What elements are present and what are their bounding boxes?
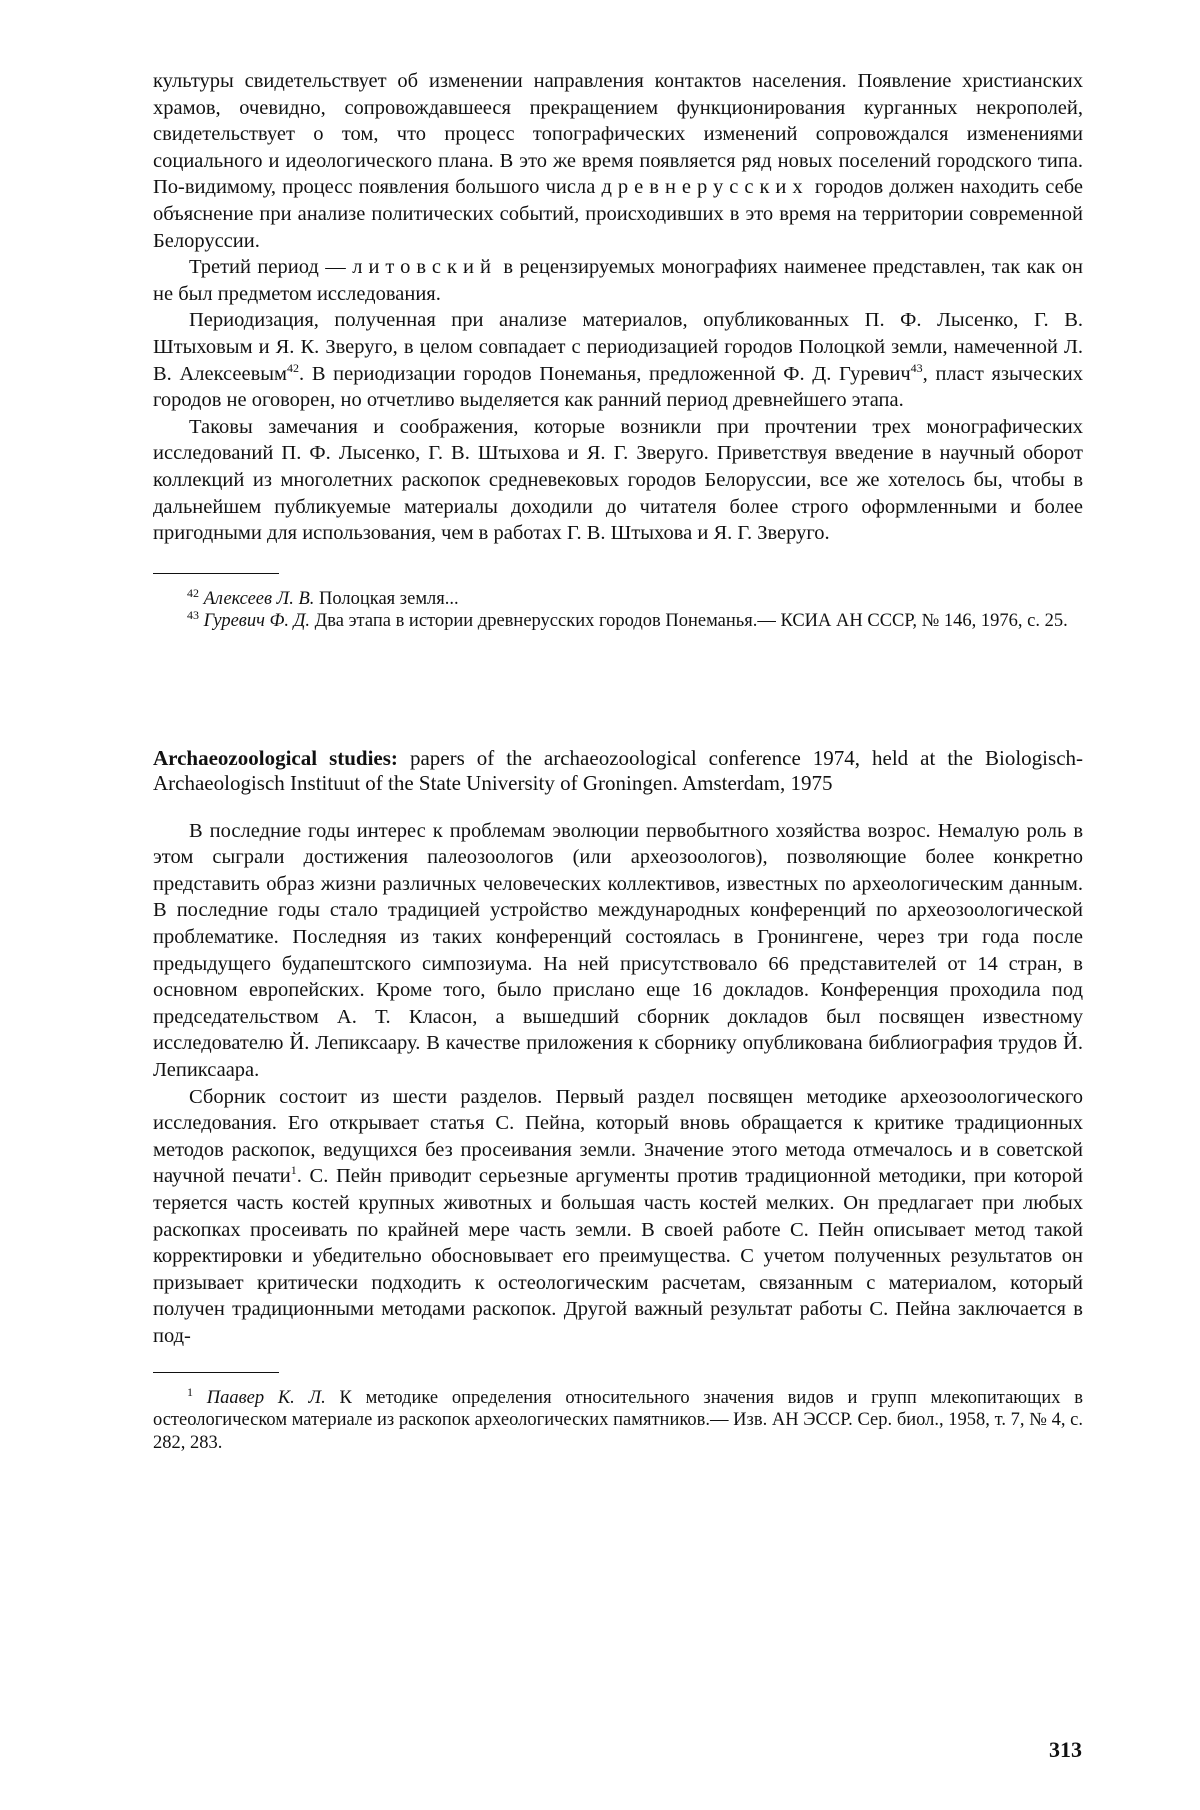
review1-paragraph-2: Третий период — литовский в рецензируемых монографиях наименее представлен, так как он не был предметом исследования. xyxy=(153,256,1084,305)
review1-paragraph-3: Периодизация, полученная при анализе материалов, опубликованных П. Ф. Лысенко, Г. В. Штыховым и Я. К. Зверуго, в целом совпадает с периодизацией городов Полоцкой земли, намеченной Л. В. Алексеевым$^{42}$. В периодизации городов Понеманья, предложенной Ф. Д. Гуревич$^{43}$, пласт языческих городов не оговорен, но отчетливо выделяется как ранний период древнейшего этапа. xyxy=(153,309,1083,412)
page-content xyxy=(153,68,1083,1454)
footnote-ref-1[interactable]: 1 xyxy=(290,1163,297,1178)
review1-paragraph-4: Таковы замечания и соображения, которые возникли при прочтении трех монографических исследований П. Ф. Лысенко, Г. В. Штыхова и Я. Г. Зверуго. Приветствуя введение в научный оборот коллекций из многолетних раскопок средневековых городов Белоруссии, все же хотелось бы, чтобы в дальнейшем публикуемые материалы доходили до читателя более строго оформленными и более пригодными для использования, чем в работах Г. В. Штыхова и Я. Г. Зверуго. xyxy=(153,415,1083,545)
review2-paragraph-2: Сборник состоит из шести разделов. Первый раздел посвящен методике археозоологического исследования. Его открывает статья С. Пейна, который вновь обращается к критике традиционных методов раскопок, ведущихся без просеивания земли. Значение этого метода отмечалось и в советской научной печати$^1$. С. Пейн приводит серьезные аргументы против традиционной методики, при которой теряется часть костей крупных животных и большая часть костей мелких. Он предлагает при любых раскопках просеивать по крайней мере часть земли. В своей работе С. Пейн описывает метод такой корректировки и убедительно обосновывает его преимущества. С учетом полученных результатов он призывает критически подходить к остеологическим расчетам, связанным с материалом, который получен традиционными методами раскопок. Другой важный результат работы С. Пейна заключается в под- xyxy=(153,1085,1083,1347)
footnote-42: $^{42}$ Алексеев Л. В. Полоцкая земля... xyxy=(187,585,459,609)
review1-paragraph-1: культуры свидетельствует об изменении направления контактов населения. Появление христианских храмов, очевидно, сопровождавшееся прекращением функционирования курганных некрополей, свидетельствует о том, что процесс топографических изменений сопровождался изменениями социального и идеологического плана. В это же время появляется ряд новых поселений городского типа. По-видимому, процесс появления большого числа древнерусских городов должен находить себе объяснение при анализе политических событий, происходивших в это время на территории современной Белоруссии. xyxy=(153,70,1083,252)
review2-paragraph-1: В последние годы интерес к проблемам эволюции первобытного хозяйства возрос. Немалую роль в этом сыграли достижения палеозоологов (или археозоологов), позволяющие более конкретно представить образ жизни различных человеческих коллективов, известных по археологическим данным. В последние годы стало традицией устройство международных конференций по археозоологической проблематике. Последняя из таких конференций состоялась в Гронингене, через три года после предыдущего будапештского симпозиума. На ней присутствовало 66 представителей от 14 стран, в основном европейских. Кроме того, было прислано еще 16 докладов. Конференция проходила под председательством А. Т. Класон, а вышедший сборник докладов был посвящен известному исследователю Й. Лепиксаару. В качестве приложения к сборнику опубликована библиография трудов Й. Лепиксаара. xyxy=(153,819,1083,1082)
footnote-divider-2 xyxy=(153,1372,279,1373)
review2-heading: Archaeozoological studies: papers of the archaeozoological conference 1974, held at the Biologisch-Archaeologisch Instituut of the State University of Groningen. Amsterdam, 1975 xyxy=(153,745,1084,795)
footnote-ref-43[interactable]: 43 xyxy=(910,360,923,375)
footnote-divider xyxy=(153,573,279,574)
footnote-1: $^1$ Паавер К. Л. К методике определения относительного значения видов и групп млекопитающих в остеологическом материале из раскопок археологических памятников.— Изв. АН ЭССР. Сер. биол., 1958, т. 7, № 4, с. 282, 283. xyxy=(153,1384,1084,1453)
footnote-ref-42[interactable]: 42 xyxy=(287,360,300,375)
footnote-43: $^{43}$ Гуревич Ф. Д. Два этапа в истории древнерусских городов Понеманья.— КСИА АН СССР, № 146, 1976, с. 25. xyxy=(187,608,1068,632)
page-number: 313 xyxy=(1049,1737,1082,1762)
